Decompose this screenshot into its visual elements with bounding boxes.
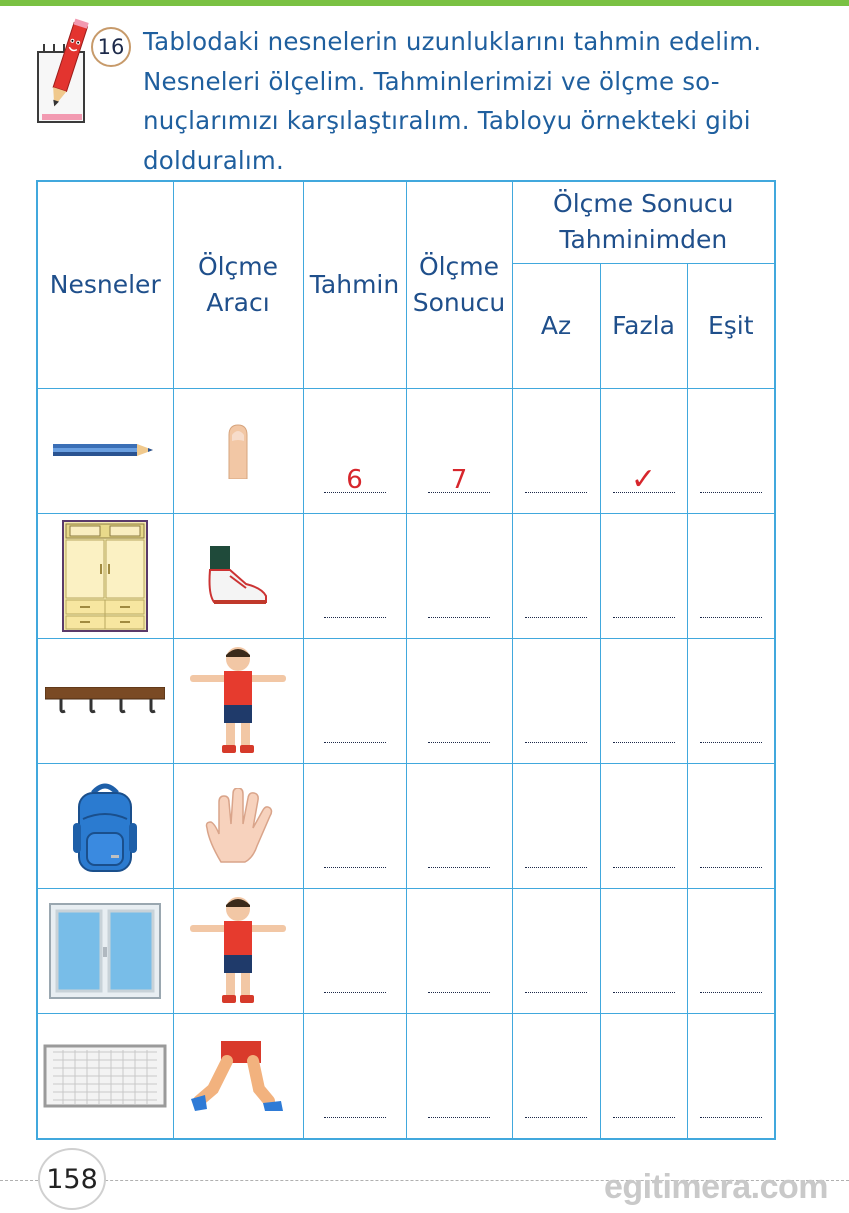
result-cell[interactable] xyxy=(406,763,512,888)
estimate-cell[interactable] xyxy=(303,638,406,763)
answer-line xyxy=(525,617,587,618)
table-row xyxy=(37,1013,775,1139)
tool-cell xyxy=(173,513,303,638)
hand-span-icon xyxy=(203,788,273,864)
more-cell[interactable] xyxy=(600,638,687,763)
header-result-line1: Ölçme xyxy=(418,251,500,281)
finger-icon xyxy=(226,423,250,479)
less-cell[interactable] xyxy=(512,763,600,888)
instruction-line: dolduralım. xyxy=(143,145,284,175)
top-accent-bar xyxy=(0,0,849,6)
measurement-table xyxy=(36,180,776,1140)
header-result-line2: Sonucu xyxy=(412,287,506,317)
header-equal: Eşit xyxy=(687,263,775,388)
estimate-cell[interactable] xyxy=(303,513,406,638)
answer-line xyxy=(700,617,762,618)
more-mark: ✓ xyxy=(630,461,657,497)
equal-cell[interactable] xyxy=(687,763,775,888)
answer-line xyxy=(525,742,587,743)
foot-icon xyxy=(206,544,270,608)
tool-cell xyxy=(173,763,303,888)
answer-line xyxy=(613,992,675,993)
tool-cell xyxy=(173,388,303,513)
page-number: 158 xyxy=(38,1148,106,1210)
header-objects: Nesneler xyxy=(37,181,173,388)
table-row xyxy=(37,513,775,638)
answer-line xyxy=(613,617,675,618)
question-number-badge: 16 xyxy=(91,27,131,67)
pencil-notepad-icon xyxy=(34,18,96,130)
table-row xyxy=(37,638,775,763)
instruction-line: Tablodaki nesnelerin uzunluklarını tahmin edelim. xyxy=(143,27,762,56)
header-group-line2: Tahminimden xyxy=(559,225,728,255)
equal-cell[interactable] xyxy=(687,513,775,638)
window-icon xyxy=(49,903,161,999)
less-cell[interactable] xyxy=(512,888,600,1013)
more-cell[interactable] xyxy=(600,763,687,888)
arm-span-icon xyxy=(188,895,288,1007)
less-cell[interactable] xyxy=(512,513,600,638)
answer-line xyxy=(428,617,490,618)
more-cell[interactable] xyxy=(600,513,687,638)
brand-watermark: egitimera.com xyxy=(604,1168,829,1206)
result-cell[interactable] xyxy=(406,638,512,763)
answer-line xyxy=(324,742,386,743)
estimate-value: 6 xyxy=(346,464,363,495)
answer-line xyxy=(525,992,587,993)
less-cell[interactable] xyxy=(512,388,600,513)
object-cell xyxy=(37,888,173,1013)
answer-line xyxy=(700,742,762,743)
equal-cell[interactable] xyxy=(687,1013,775,1139)
result-value: 7 xyxy=(450,464,468,495)
answer-line xyxy=(700,867,762,868)
header-tool-line2: Aracı xyxy=(206,287,270,317)
answer-line xyxy=(700,1117,762,1118)
estimate-cell[interactable] xyxy=(303,1013,406,1139)
answer-line xyxy=(613,867,675,868)
equal-cell[interactable] xyxy=(687,888,775,1013)
instruction-line: Nesneleri ölçelim. Tahminlerimizi ve ölçme so- xyxy=(143,66,720,96)
result-cell[interactable] xyxy=(406,888,512,1013)
instruction-text xyxy=(143,22,783,180)
step-icon xyxy=(191,1039,285,1113)
tool-cell xyxy=(173,1013,303,1139)
less-cell[interactable] xyxy=(512,1013,600,1139)
more-cell[interactable] xyxy=(600,388,687,513)
arm-span-icon xyxy=(188,645,288,757)
answer-line xyxy=(525,1117,587,1118)
header-more: Fazla xyxy=(600,263,687,388)
object-cell xyxy=(37,638,173,763)
wardrobe-icon xyxy=(62,520,148,632)
equal-cell[interactable] xyxy=(687,638,775,763)
object-cell xyxy=(37,513,173,638)
answer-line xyxy=(700,492,762,493)
equal-cell[interactable] xyxy=(687,388,775,513)
tool-cell xyxy=(173,888,303,1013)
answer-line xyxy=(428,1117,490,1118)
answer-line xyxy=(324,992,386,993)
pencil-icon xyxy=(53,441,157,461)
header-tool xyxy=(173,181,303,388)
estimate-cell[interactable] xyxy=(303,763,406,888)
header-result xyxy=(406,181,512,388)
answer-line xyxy=(525,492,587,493)
instruction-line: nuçlarımızı karşılaştıralım. Tabloyu örnekteki gibi xyxy=(143,106,751,135)
answer-line xyxy=(613,742,675,743)
object-cell xyxy=(37,763,173,888)
coat-rack-icon xyxy=(45,687,165,715)
more-cell[interactable] xyxy=(600,1013,687,1139)
less-cell[interactable] xyxy=(512,638,600,763)
answer-line xyxy=(613,1117,675,1118)
answer-line xyxy=(428,992,490,993)
table-row xyxy=(37,888,775,1013)
object-cell xyxy=(37,1013,173,1139)
answer-line xyxy=(324,617,386,618)
goal-icon xyxy=(43,1044,167,1108)
backpack-icon xyxy=(73,779,137,873)
answer-line xyxy=(324,867,386,868)
object-cell xyxy=(37,388,173,513)
header-less: Az xyxy=(512,263,600,388)
answer-line xyxy=(700,992,762,993)
header-comparison-group xyxy=(512,181,775,263)
header-tool-line1: Ölçme xyxy=(197,251,279,281)
answer-line xyxy=(525,867,587,868)
tool-cell xyxy=(173,638,303,763)
result-cell[interactable] xyxy=(406,1013,512,1139)
header-group-line1: Ölçme Sonucu xyxy=(553,189,734,219)
result-cell[interactable] xyxy=(406,513,512,638)
table-row xyxy=(37,388,775,513)
estimate-cell[interactable] xyxy=(303,388,406,513)
answer-line xyxy=(428,742,490,743)
more-cell[interactable] xyxy=(600,888,687,1013)
answer-line xyxy=(324,1117,386,1118)
estimate-cell[interactable] xyxy=(303,888,406,1013)
header-estimate: Tahmin xyxy=(303,181,406,388)
answer-line xyxy=(428,867,490,868)
result-cell[interactable] xyxy=(406,388,512,513)
table-row xyxy=(37,763,775,888)
